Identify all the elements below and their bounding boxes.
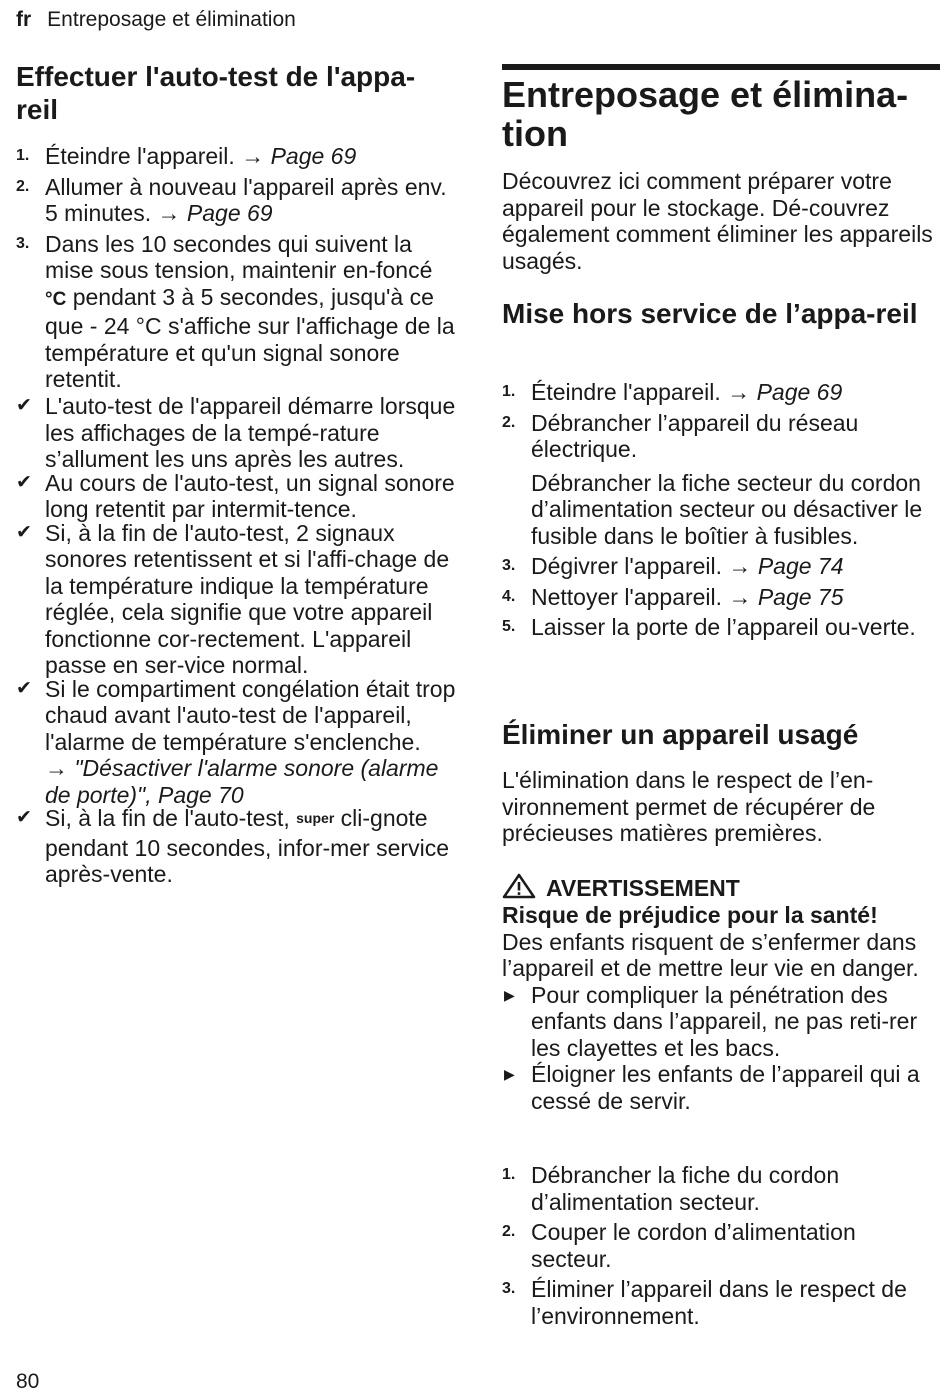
checkmark-icon: ✔ — [16, 395, 32, 416]
checkmark-icon: ✔ — [16, 807, 32, 828]
self-test-results — [16, 393, 456, 888]
step-text: Éteindre l'appareil. — [45, 143, 242, 169]
chapter-intro: Découvrez ici comment préparer votre appareil pour le stockage. Dé-couvrez également comment éliminer les appareils usagés. — [502, 168, 933, 274]
disposal-intro: L'élimination dans le respect de l’en-vironnement permet de récupérer de précieuses matières premières. — [502, 767, 876, 846]
warning-subtitle: Risque de préjudice pour la santé! — [502, 902, 878, 928]
step-number: 4. — [502, 587, 516, 605]
decommission-steps-block — [502, 379, 942, 641]
page-reference-link[interactable]: Page 69 — [756, 379, 843, 405]
list-item — [16, 143, 456, 170]
arrow-icon: → — [45, 755, 68, 781]
language-code: fr — [16, 8, 32, 31]
list-item — [16, 805, 456, 888]
warning-actions — [502, 982, 942, 1115]
step-text: Nettoyer l'appareil. — [531, 583, 729, 610]
triangle-bullet-icon: ▶ — [504, 986, 515, 1003]
list-item — [502, 1162, 942, 1215]
section-divider — [502, 64, 940, 70]
warning-label: AVERTISSEMENT — [546, 875, 740, 901]
list-item — [16, 470, 456, 523]
list-item — [502, 379, 942, 406]
list-item — [502, 584, 942, 611]
decommission-heading: Mise hors service de l’appa-reil — [502, 298, 918, 329]
page-reference-link[interactable]: Page 74 — [757, 553, 844, 579]
chapter-title: Entreposage et élimina-tion — [502, 74, 909, 154]
step-number: 2. — [16, 177, 30, 195]
step-number: 3. — [16, 234, 30, 252]
step-text: Éliminer l’appareil dans le respect de l’environnement. — [531, 1276, 907, 1329]
list-item — [502, 982, 942, 1062]
step-number: 2. — [502, 1223, 516, 1240]
list-item — [502, 1276, 942, 1329]
disposal-heading: Éliminer un appareil usagé — [502, 719, 859, 750]
result-text: L'auto-test de l'appareil démarre lorsque les affichages de la tempé-rature s’allument les uns après les autres. — [45, 393, 456, 472]
step-text: Couper le cordon d’alimentation secteur. — [531, 1219, 856, 1272]
list-item — [502, 1219, 942, 1272]
checkmark-icon: ✔ — [16, 677, 32, 699]
result-text: cli-gnote pendant 10 secondes, infor-mer service après-vente. — [45, 805, 449, 887]
list-item — [502, 553, 942, 580]
result-text: Si le compartiment congélation était trop chaud avant l'auto-test de l'appareil, l'alarme de température s'enclenche. — [45, 675, 456, 755]
step-number: 1. — [16, 147, 30, 164]
page-reference-link[interactable]: Page 69 — [270, 143, 357, 169]
step-text: pendant 3 à 5 secondes, jusqu'à ce que - 24 °C s'affiche sur l'affichage de la température et qu'un signal sonore retentit. — [45, 283, 455, 392]
step-number: 1. — [502, 1166, 516, 1183]
step-text: Éteindre l'appareil. — [531, 379, 728, 405]
list-item — [502, 410, 942, 463]
self-test-heading: Effectuer l'auto-test de l'appa-reil — [16, 61, 416, 125]
result-text: Au cours de l'auto-test, un signal sonore long retentit par intermit-tence. — [45, 469, 455, 522]
checkmark-icon: ✔ — [16, 521, 32, 543]
arrow-icon: → — [727, 379, 751, 405]
list-item — [16, 520, 456, 679]
step-number: 2. — [502, 413, 516, 431]
warning-triangle-icon — [502, 873, 536, 899]
list-item — [16, 231, 456, 393]
step-text: Laisser la porte de l’appareil ou-verte. — [531, 614, 916, 640]
triangle-bullet-icon: ▶ — [504, 1066, 515, 1082]
warning-box — [502, 873, 942, 1114]
decommission-steps-continued — [502, 553, 942, 641]
step-text: Débrancher la fiche du cordon d’alimentation secteur. — [531, 1162, 840, 1215]
action-text: Éloigner les enfants de l’appareil qui a cessé de servir. — [531, 1061, 920, 1114]
list-item — [502, 1061, 942, 1114]
action-text: Pour compliquer la pénétration des enfants dans l’appareil, ne pas reti-rer les clayettes et les bacs. — [531, 981, 918, 1061]
super-button-symbol: super — [296, 810, 335, 826]
list-item — [502, 614, 942, 641]
list-item — [16, 676, 456, 809]
checkmark-icon: ✔ — [16, 471, 32, 493]
warning-title — [502, 873, 942, 902]
step-text: Allumer à nouveau l'appareil après env. 5 minutes. — [45, 173, 447, 226]
arrow-icon: → — [728, 553, 752, 579]
running-header — [16, 8, 296, 32]
decommission-steps — [502, 379, 942, 463]
page-reference-link[interactable]: Page 69 — [186, 200, 273, 226]
step-text: Débrancher l’appareil du réseau électrique. — [531, 409, 859, 462]
step-text: Dégivrer l'appareil. — [531, 553, 729, 579]
step-number: 3. — [502, 1280, 516, 1297]
page-reference-link[interactable]: Page 75 — [757, 583, 844, 610]
step-number: 5. — [502, 618, 516, 635]
unplug-note: Débrancher la fiche secteur du cordon d’alimentation secteur ou désactiver le fusible dans le boîtier à fusibles. — [531, 469, 923, 549]
arrow-icon: → — [157, 200, 181, 226]
page-number: 80 — [16, 1370, 40, 1393]
page-reference-link[interactable]: "Désactiver l'alarme sonore (alarme de porte)", Page 70 — [45, 755, 439, 808]
result-text: Si, à la fin de l'auto-test, — [45, 805, 297, 831]
step-number: 1. — [502, 383, 516, 400]
step-text: Dans les 10 secondes qui suivent la mise sous tension, maintenir en-foncé — [45, 230, 433, 283]
step-number: 3. — [502, 557, 516, 574]
self-test-steps — [16, 143, 456, 393]
disposal-steps — [502, 1162, 942, 1329]
arrow-icon: → — [728, 583, 752, 610]
result-text: Si, à la fin de l'auto-test, 2 signaux sonores retentissent et si l'affi-chage de la température indique la température réglée, cela signifie que votre appareil fonctionne cor-rectement. L'appareil passe en ser-vice normal. — [45, 519, 450, 678]
arrow-icon: → — [241, 143, 265, 169]
list-item — [16, 393, 456, 473]
warning-text: Des enfants risquent de s’enfermer dans l’appareil et de mettre leur vie en danger. — [502, 928, 919, 981]
running-header-title: Entreposage et élimination — [47, 8, 296, 31]
celsius-button-symbol: °C — [45, 288, 67, 310]
list-item — [16, 174, 456, 227]
